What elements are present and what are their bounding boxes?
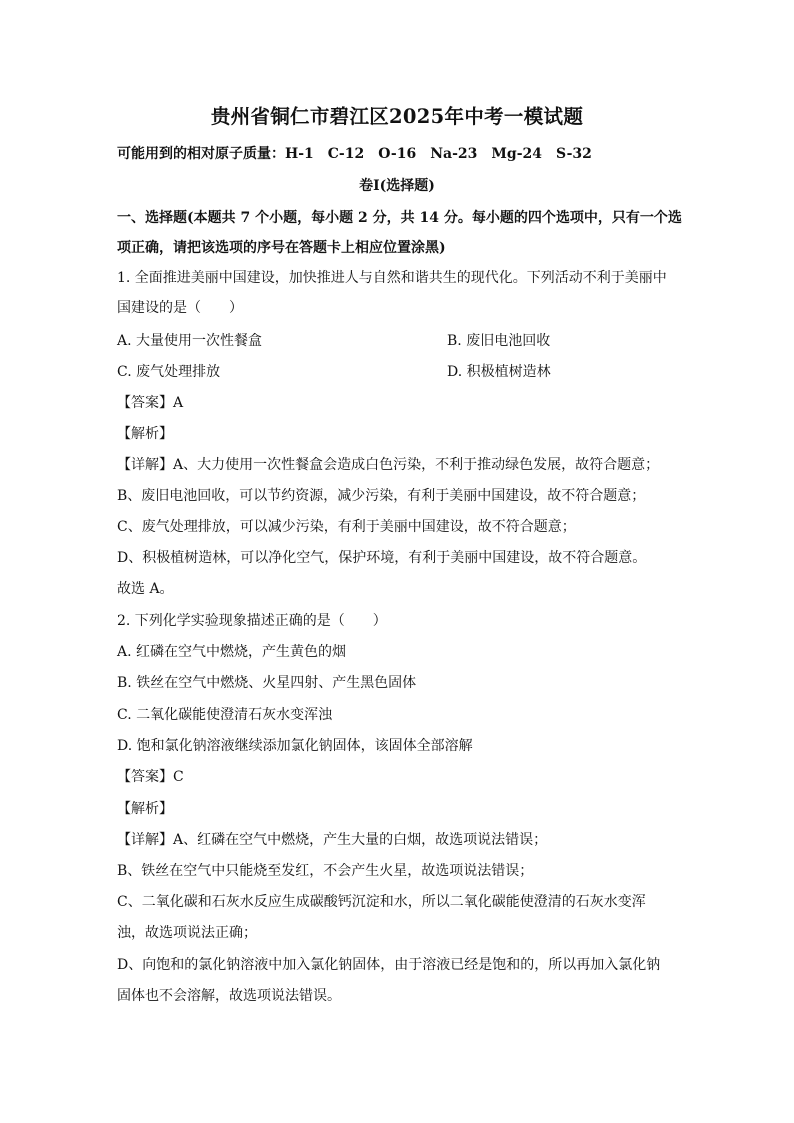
option-c: C. 二氧化碳能使澄清石灰水变浑浊 (117, 707, 333, 723)
answer-label: 【答案】A (117, 395, 184, 411)
question-stem-line: 国建设的是（ ） (117, 300, 243, 316)
explanation-line: C、二氧化碳和石灰水反应生成碳酸钙沉淀和水，所以二氧化碳能使澄清的石灰水变浑 (117, 894, 646, 910)
volume-title: 卷Ⅰ(选择题) (359, 178, 435, 194)
option-b: B. 铁丝在空气中燃烧、火星四射、产生黑色固体 (117, 675, 417, 691)
explanation-line: 浊，故选项说法正确； (117, 925, 257, 941)
atomic-mass-item: Mg-24 (491, 146, 542, 162)
atomic-mass-item: S-32 (556, 146, 592, 162)
question-stem-line: 2. 下列化学实验现象描述正确的是（ ） (117, 613, 387, 629)
analysis-label: 【解析】 (117, 801, 173, 817)
explanation-line: 故选 A。 (117, 581, 174, 597)
question-stem-line: 1. 全面推进美丽中国建设，加快推进人与自然和谐共生的现代化。下列活动不利于美丽中 (117, 270, 667, 286)
explanation-line: C、废气处理排放，可以减少污染，有利于美丽中国建设，故不符合题意； (117, 519, 576, 535)
atomic-masses-line (117, 144, 592, 164)
explanation-line: D、积极植树造林，可以净化空气，保护环境，有利于美丽中国建设，故不符合题意。 (117, 550, 647, 566)
option-d: D. 饱和氯化钠溶液继续添加氯化钠固体，该固体全部溶解 (117, 738, 473, 754)
answer-label: 【答案】C (117, 769, 184, 785)
section-heading-line: 项正确，请把该选项的序号在答题卡上相应位置涂黑) (117, 240, 446, 256)
atomic-masses-label: 可能用到的相对原子质量： (117, 146, 285, 162)
option-a: A. 大量使用一次性餐盒 (117, 333, 263, 349)
explanation-line: 【详解】A、大力使用一次性餐盒会造成白色污染，不利于推动绿色发展，故符合题意； (117, 457, 660, 473)
option-b: B. 废旧电池回收 (447, 333, 551, 349)
page-title: 贵州省铜仁市碧江区2025年中考一模试题 (210, 105, 584, 128)
explanation-line: B、废旧电池回收，可以节约资源，减少污染，有利于美丽中国建设，故不符合题意； (117, 488, 646, 504)
atomic-mass-item: C-12 (327, 146, 365, 162)
option-c: C. 废气处理排放 (117, 364, 221, 380)
atomic-mass-item: H-1 (285, 146, 314, 162)
option-d: D. 积极植树造林 (447, 364, 551, 380)
explanation-line: 固体也不会溶解，故选项说法错误。 (117, 988, 341, 1004)
explanation-line: 【详解】A、红磷在空气中燃烧，产生大量的白烟，故选项说法错误； (117, 832, 548, 848)
explanation-line: D、向饱和的氯化钠溶液中加入氯化钠固体，由于溶液已经是饱和的，所以再加入氯化钠 (117, 957, 661, 973)
explanation-line: B、铁丝在空气中只能烧至发红，不会产生火星，故选项说法错误； (117, 863, 534, 879)
section-heading-line: 一、选择题(本题共 7 个小题，每小题 2 分，共 14 分。每小题的四个选项中，只有一个选 (117, 210, 682, 226)
analysis-label: 【解析】 (117, 426, 173, 442)
option-a: A. 红磷在空气中燃烧，产生黄色的烟 (117, 644, 347, 660)
atomic-mass-item: O-16 (378, 146, 417, 162)
atomic-mass-item: Na-23 (430, 146, 478, 162)
